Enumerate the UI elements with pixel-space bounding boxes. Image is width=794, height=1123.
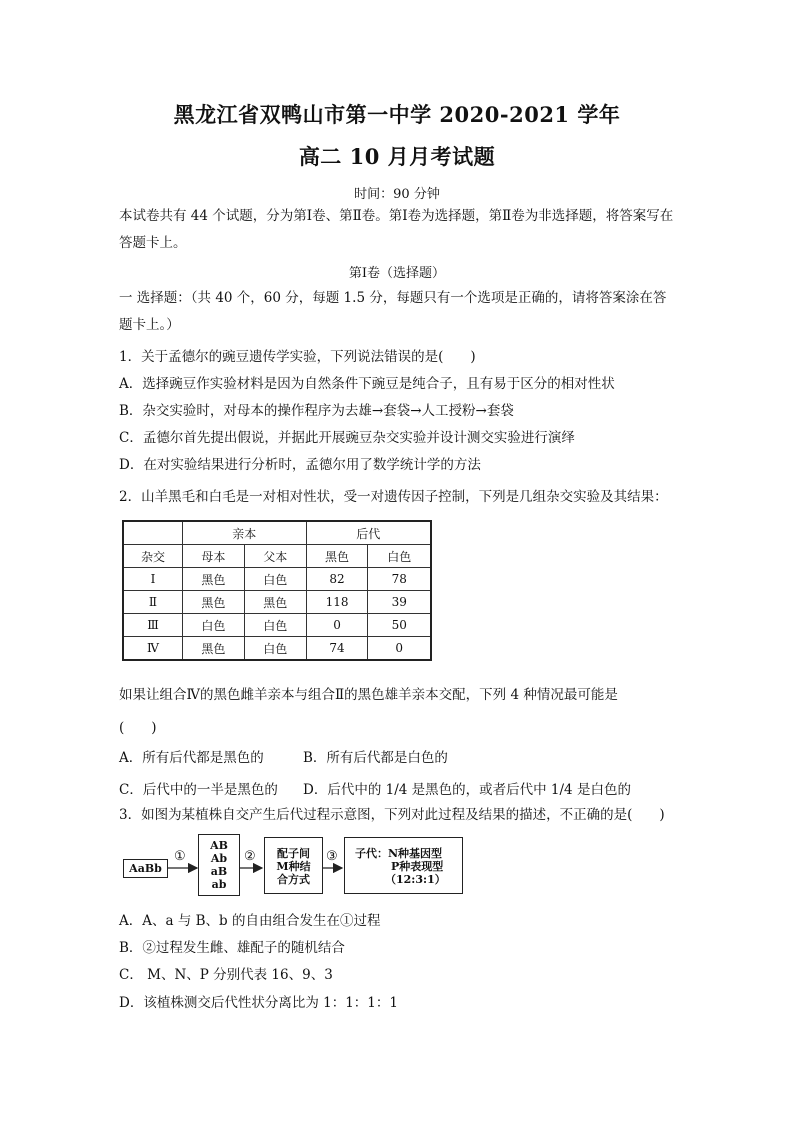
table-cell: 50 (368, 614, 431, 637)
exam-time: 时间：90 分钟 (354, 187, 440, 202)
table-cell: Ⅱ (123, 591, 183, 614)
table-group-header-row (123, 521, 431, 545)
table-cell: 白色 (244, 568, 306, 591)
diagram-result-box (344, 837, 463, 894)
q2-stem: 2．山羊黑毛和白毛是一对相对性状，受一对遗传因子控制，下列是几组杂交实验及其结果： (119, 489, 668, 505)
table-group-parent: 亲本 (183, 521, 307, 545)
table-row (123, 614, 431, 637)
q2-option-a: A．所有后代都是黑色的 (119, 750, 264, 766)
intro-text: 本试卷共有 44 个试题，分为第Ⅰ卷、第Ⅱ卷。第Ⅰ卷为选择题，第Ⅱ卷为非选择题，将答案写在答题卡上。 (119, 208, 674, 251)
q1-option-c: C．孟德尔首先提出假说，并据此开展豌豆杂交实验并设计测交实验进行演绎 (119, 430, 575, 446)
table-header: 白色 (368, 545, 431, 568)
table-cell: 黑色 (183, 591, 245, 614)
section-instruction: 一 选择题：（共 40 个，60 分，每题 1.5 分，每题只有一个选项是正确的，请将答案涂在答题卡上。） (119, 290, 667, 333)
table-cell: 78 (368, 568, 431, 591)
table-cell: Ⅳ (123, 637, 183, 661)
diagram-gametes-box (198, 834, 240, 896)
table-cell: 白色 (244, 614, 306, 637)
q3-option-d: D．该植株测交后代性状分离比为 1：1：1：1 (119, 995, 398, 1011)
diagram-step2-label: ② (244, 849, 256, 864)
q1-option-b: B．杂交实验时，对母本的操作程序为去雄→套袋→人工授粉→套袋 (119, 403, 514, 419)
table-cell: 黑色 (183, 568, 245, 591)
gamete-label: ab (211, 878, 227, 891)
table-header: 杂交 (123, 545, 183, 568)
table-cell: Ⅲ (123, 614, 183, 637)
table-header: 母本 (183, 545, 245, 568)
table-cell: 118 (306, 591, 368, 614)
q2-followup: 如果让组合Ⅳ的黑色雌羊亲本与组合Ⅱ的黑色雄羊亲本交配，下列 4 种情况最可能是 (119, 687, 618, 703)
diagram-start-box: AaBb (123, 859, 168, 878)
table-cell-empty (123, 521, 183, 545)
q3-option-b: B．②过程发生雌、雄配子的随机结合 (119, 940, 345, 956)
q3-stem: 3．如图为某植株自交产生后代过程示意图，下列对此过程及结果的描述，不正确的是( ) (119, 807, 665, 823)
table-cell: Ⅰ (123, 568, 183, 591)
result-label: （12:3:1） (385, 873, 446, 886)
exam-title-line1: 黑龙江省双鸭山市第一中学 2020-2021 学年 (173, 102, 621, 127)
table-cell: 白色 (244, 637, 306, 661)
section-title: 第Ⅰ卷（选择题） (348, 266, 446, 281)
q2-option-d: D．后代中的 1/4 是黑色的，或者后代中 1/4 是白色的 (303, 782, 631, 798)
gamete-label: AB (210, 839, 228, 852)
q1-option-a: A．选择豌豆作实验材料是因为自然条件下豌豆是纯合子，且有易于区分的相对性状 (119, 376, 615, 392)
q1-option-d: D．在对实验结果进行分析时，孟德尔用了数学统计学的方法 (119, 457, 481, 473)
table-cell: 白色 (183, 614, 245, 637)
table-group-offspring: 后代 (306, 521, 431, 545)
combine-label: 合方式 (277, 873, 310, 886)
table-row (123, 568, 431, 591)
table-cell: 39 (368, 591, 431, 614)
table-cell: 74 (306, 637, 368, 661)
gamete-label: Ab (210, 852, 228, 865)
result-label: P种表现型 (391, 860, 444, 873)
q3-process-diagram (120, 831, 480, 901)
table-cell: 0 (306, 614, 368, 637)
q2-option-c: C．后代中的一半是黑色的 (119, 782, 278, 798)
exam-title-line2: 高二 10 月月考试题 (298, 144, 496, 169)
table-cell: 82 (306, 568, 368, 591)
q2-option-b: B．所有后代都是白色的 (303, 750, 448, 766)
gamete-label: aB (210, 865, 228, 878)
diagram-combine-box (264, 837, 323, 894)
table-header-row (123, 545, 431, 568)
table-header: 黑色 (306, 545, 368, 568)
table-row (123, 591, 431, 614)
table-cell: 黑色 (183, 637, 245, 661)
diagram-step3-label: ③ (326, 849, 338, 864)
table-row (123, 637, 431, 661)
q3-option-a: A．A、a 与 B、b 的自由组合发生在①过程 (119, 913, 381, 929)
diagram-step1-label: ① (174, 849, 186, 864)
q2-cross-table (122, 520, 432, 661)
combine-label: M种结 (276, 860, 311, 873)
table-header: 父本 (244, 545, 306, 568)
q2-answer-blank: ( ) (119, 720, 157, 736)
q3-option-c: C． M、N、P 分别代表 16、9、3 (119, 967, 333, 983)
table-cell: 0 (368, 637, 431, 661)
q1-stem: 1．关于孟德尔的豌豆遗传学实验，下列说法错误的是( ) (119, 349, 476, 365)
combine-label: 配子间 (277, 847, 310, 860)
result-label: 子代：N种基因型 (355, 847, 443, 860)
table-cell: 黑色 (244, 591, 306, 614)
